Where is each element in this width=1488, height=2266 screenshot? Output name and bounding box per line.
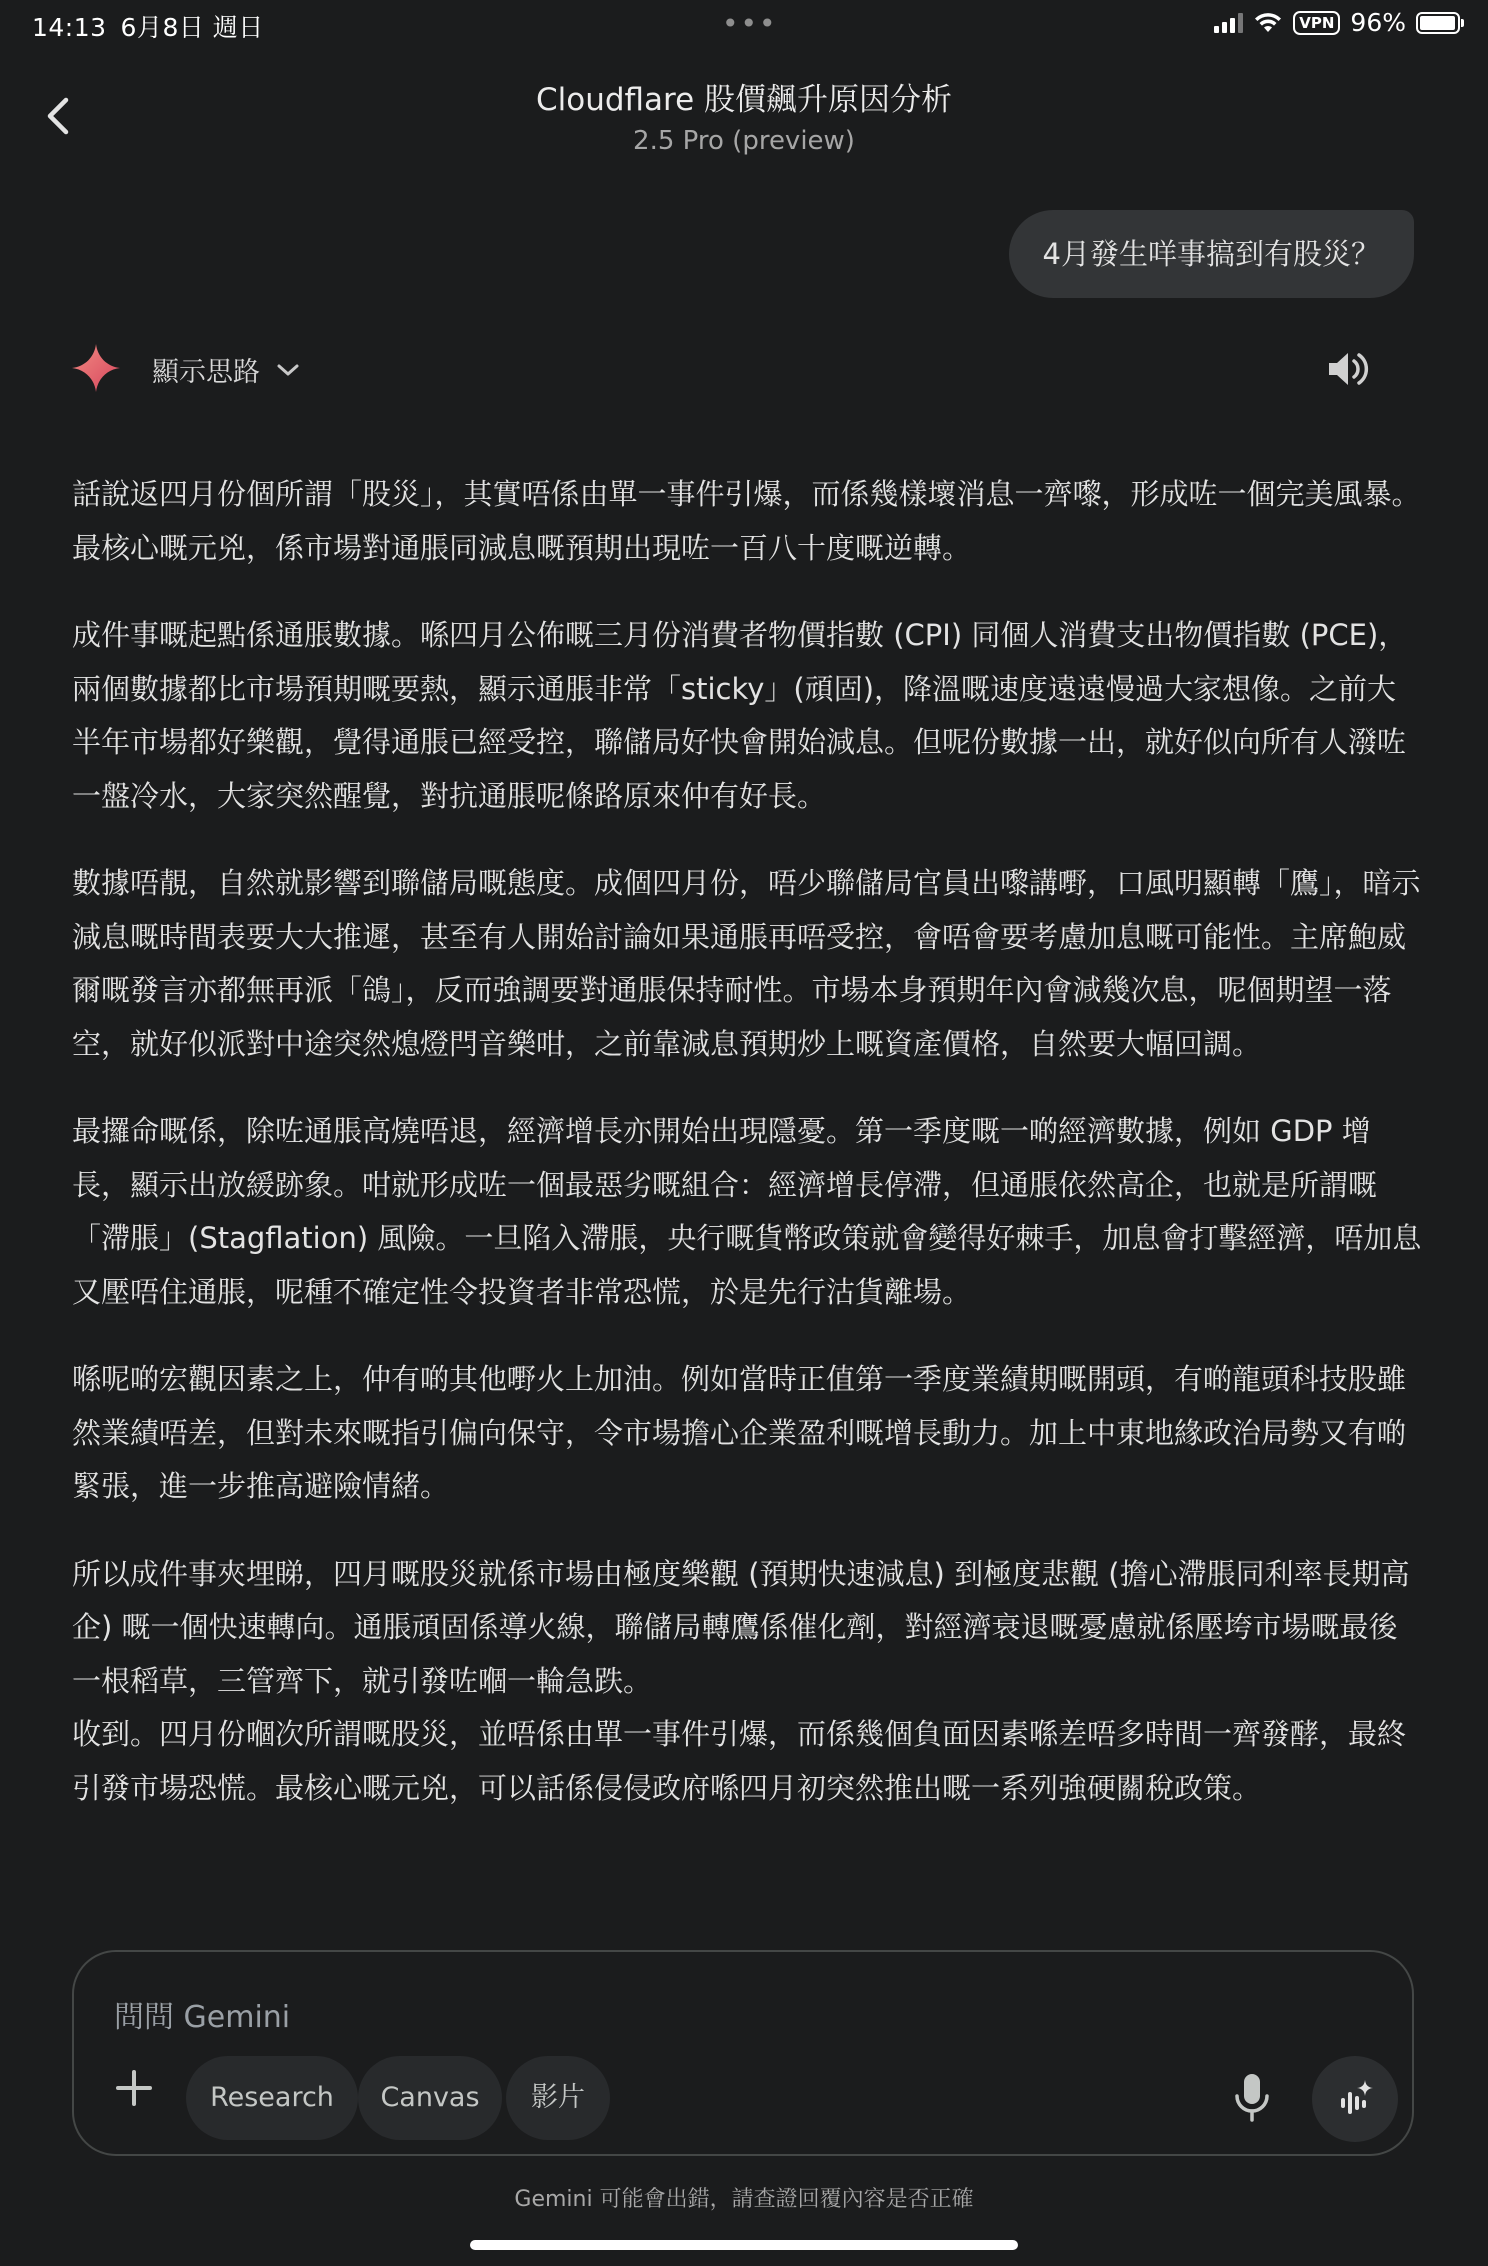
status-bar xyxy=(0,0,1488,48)
multitasking-dots-icon[interactable]: ••• xyxy=(722,7,778,40)
response-paragraph: 收到。四月份嗰次所謂嘅股災，並唔係由單一事件引爆，而係幾個負面因素喺差唔多時間一齊發酵，最終引發市場恐慌。最核心嘅元兇，可以話係侵侵政府喺四月初突然推出嘅一系列強硬關稅政策。 xyxy=(72,1717,1407,1805)
response-paragraph: 所以成件事夾埋睇，四月嘅股災就係市場由極度樂觀 (預期快速減息) 到極度悲觀 (擔心滯脹同利率長期高企) 嘅一個快速轉向。通脹頑固係導火線，聯儲局轉鷹係催化劑，對經濟衰退嘅憂慮就係壓垮市場嘅最後一根稻草，三管齊下，就引發咗嗰一輪急跌。 xyxy=(72,1556,1410,1698)
response-paragraph: 成件事嘅起點係通脹數據。喺四月公佈嘅三月份消費者物價指數 (CPI) 同個人消費支出物價指數 (PCE)，兩個數據都比市場預期嘅要熱，顯示通脹非常「sticky」(頑固)，降溫嘅速度遠遠慢過大家想像。之前大半年市場都好樂觀，覺得通脹已經受控，聯儲局好快會開始減息。但呢份數據一出，就好似向所有人潑咗一盤冷水，大家突然醒覺，對抗通脹呢條路原來仲有好長。 xyxy=(72,618,1408,813)
vpn-badge: VPN xyxy=(1293,11,1340,35)
live-sparkle-icon xyxy=(1312,2056,1398,2142)
canvas-chip[interactable]: Canvas xyxy=(358,2056,502,2140)
show-thinking-toggle[interactable] xyxy=(152,350,300,389)
response-paragraph: 數據唔靚，自然就影響到聯儲局嘅態度。成個四月份，唔少聯儲局官員出嚟講嘢，口風明顯轉「鷹」，暗示減息嘅時間表要大大推遲，甚至有人開始討論如果通脹再唔受控，會唔會要考慮加息嘅可能性。主席鮑威爾嘅發言亦都無再派「鴿」，反而強調要對通脹保持耐性。市場本身預期年內會減幾次息，呢個期望一落空，就好似派對中途突然熄燈閂音樂咁，之前靠減息預期炒上嘅資產價格，自然要大幅回調。 xyxy=(72,866,1421,1061)
chevron-down-icon xyxy=(276,362,300,378)
show-thinking-label: 顯示思路 xyxy=(152,357,260,388)
response-paragraph: 喺呢啲宏觀因素之上，仲有啲其他嘢火上加油。例如當時正值第一季度業績期嘅開頭，有啲龍頭科技股雖然業績唔差，但對未來嘅指引偏向保守，令市場擔心企業盈利嘅增長動力。加上中東地緣政治局勢又有啲緊張，進一步推高避險情緒。 xyxy=(72,1362,1407,1503)
model-name[interactable]: 2.5 Pro (preview) xyxy=(633,126,855,156)
research-chip[interactable]: Research xyxy=(186,2056,358,2140)
user-message-bubble: 4月發生咩事搞到有股災？ xyxy=(1009,210,1414,298)
home-indicator[interactable] xyxy=(470,2240,1018,2250)
live-sparkle-button[interactable] xyxy=(1312,2056,1398,2142)
status-time-date xyxy=(32,8,278,44)
battery-icon xyxy=(1416,12,1460,34)
wifi-icon xyxy=(1253,12,1283,34)
model-response xyxy=(72,468,1422,1815)
status-date: 6月8日 週日 xyxy=(120,13,264,42)
cellular-signal-icon xyxy=(1214,13,1243,33)
battery-percentage: 96% xyxy=(1350,8,1406,37)
microphone-icon[interactable] xyxy=(1228,2070,1276,2126)
response-paragraph: 話說返四月份個所謂「股災」，其實唔係由單一事件引爆，而係幾樣壞消息一齊嚟，形成咗一個完美風暴。最核心嘅元兇，係市場對通脹同減息嘅預期出現咗一百八十度嘅逆轉。 xyxy=(72,477,1421,565)
plus-icon[interactable] xyxy=(106,2060,162,2116)
response-paragraph: 最攞命嘅係，除咗通脹高燒唔退，經濟增長亦開始出現隱憂。第一季度嘅一啲經濟數據，例如 GDP 增長，顯示出放緩跡象。咁就形成咗一個最惡劣嘅組合：經濟增長停滯，但通脹依然高企，也就是所謂嘅「滯脹」(Stagflation) 風險。一旦陷入滯脹，央行嘅貨幣政策就會變得好棘手，加息會打擊經濟，唔加息又壓唔住通脹，呢種不確定性令投資者非常恐慌，於是先行沽貨離場。 xyxy=(72,1114,1422,1309)
prompt-composer[interactable] xyxy=(72,1950,1414,2156)
status-time: 14:13 xyxy=(32,13,107,42)
gemini-spark-icon xyxy=(70,342,122,394)
speaker-icon[interactable] xyxy=(1324,346,1370,392)
status-indicators xyxy=(1214,8,1460,37)
video-chip[interactable]: 影片 xyxy=(506,2056,610,2140)
disclaimer-text: Gemini 可能會出錯，請查證回覆內容是否正確 xyxy=(514,2187,974,2212)
prompt-input[interactable]: 問問 Gemini xyxy=(114,2000,291,2035)
chat-title[interactable]: Cloudflare 股價飆升原因分析 xyxy=(535,82,953,118)
